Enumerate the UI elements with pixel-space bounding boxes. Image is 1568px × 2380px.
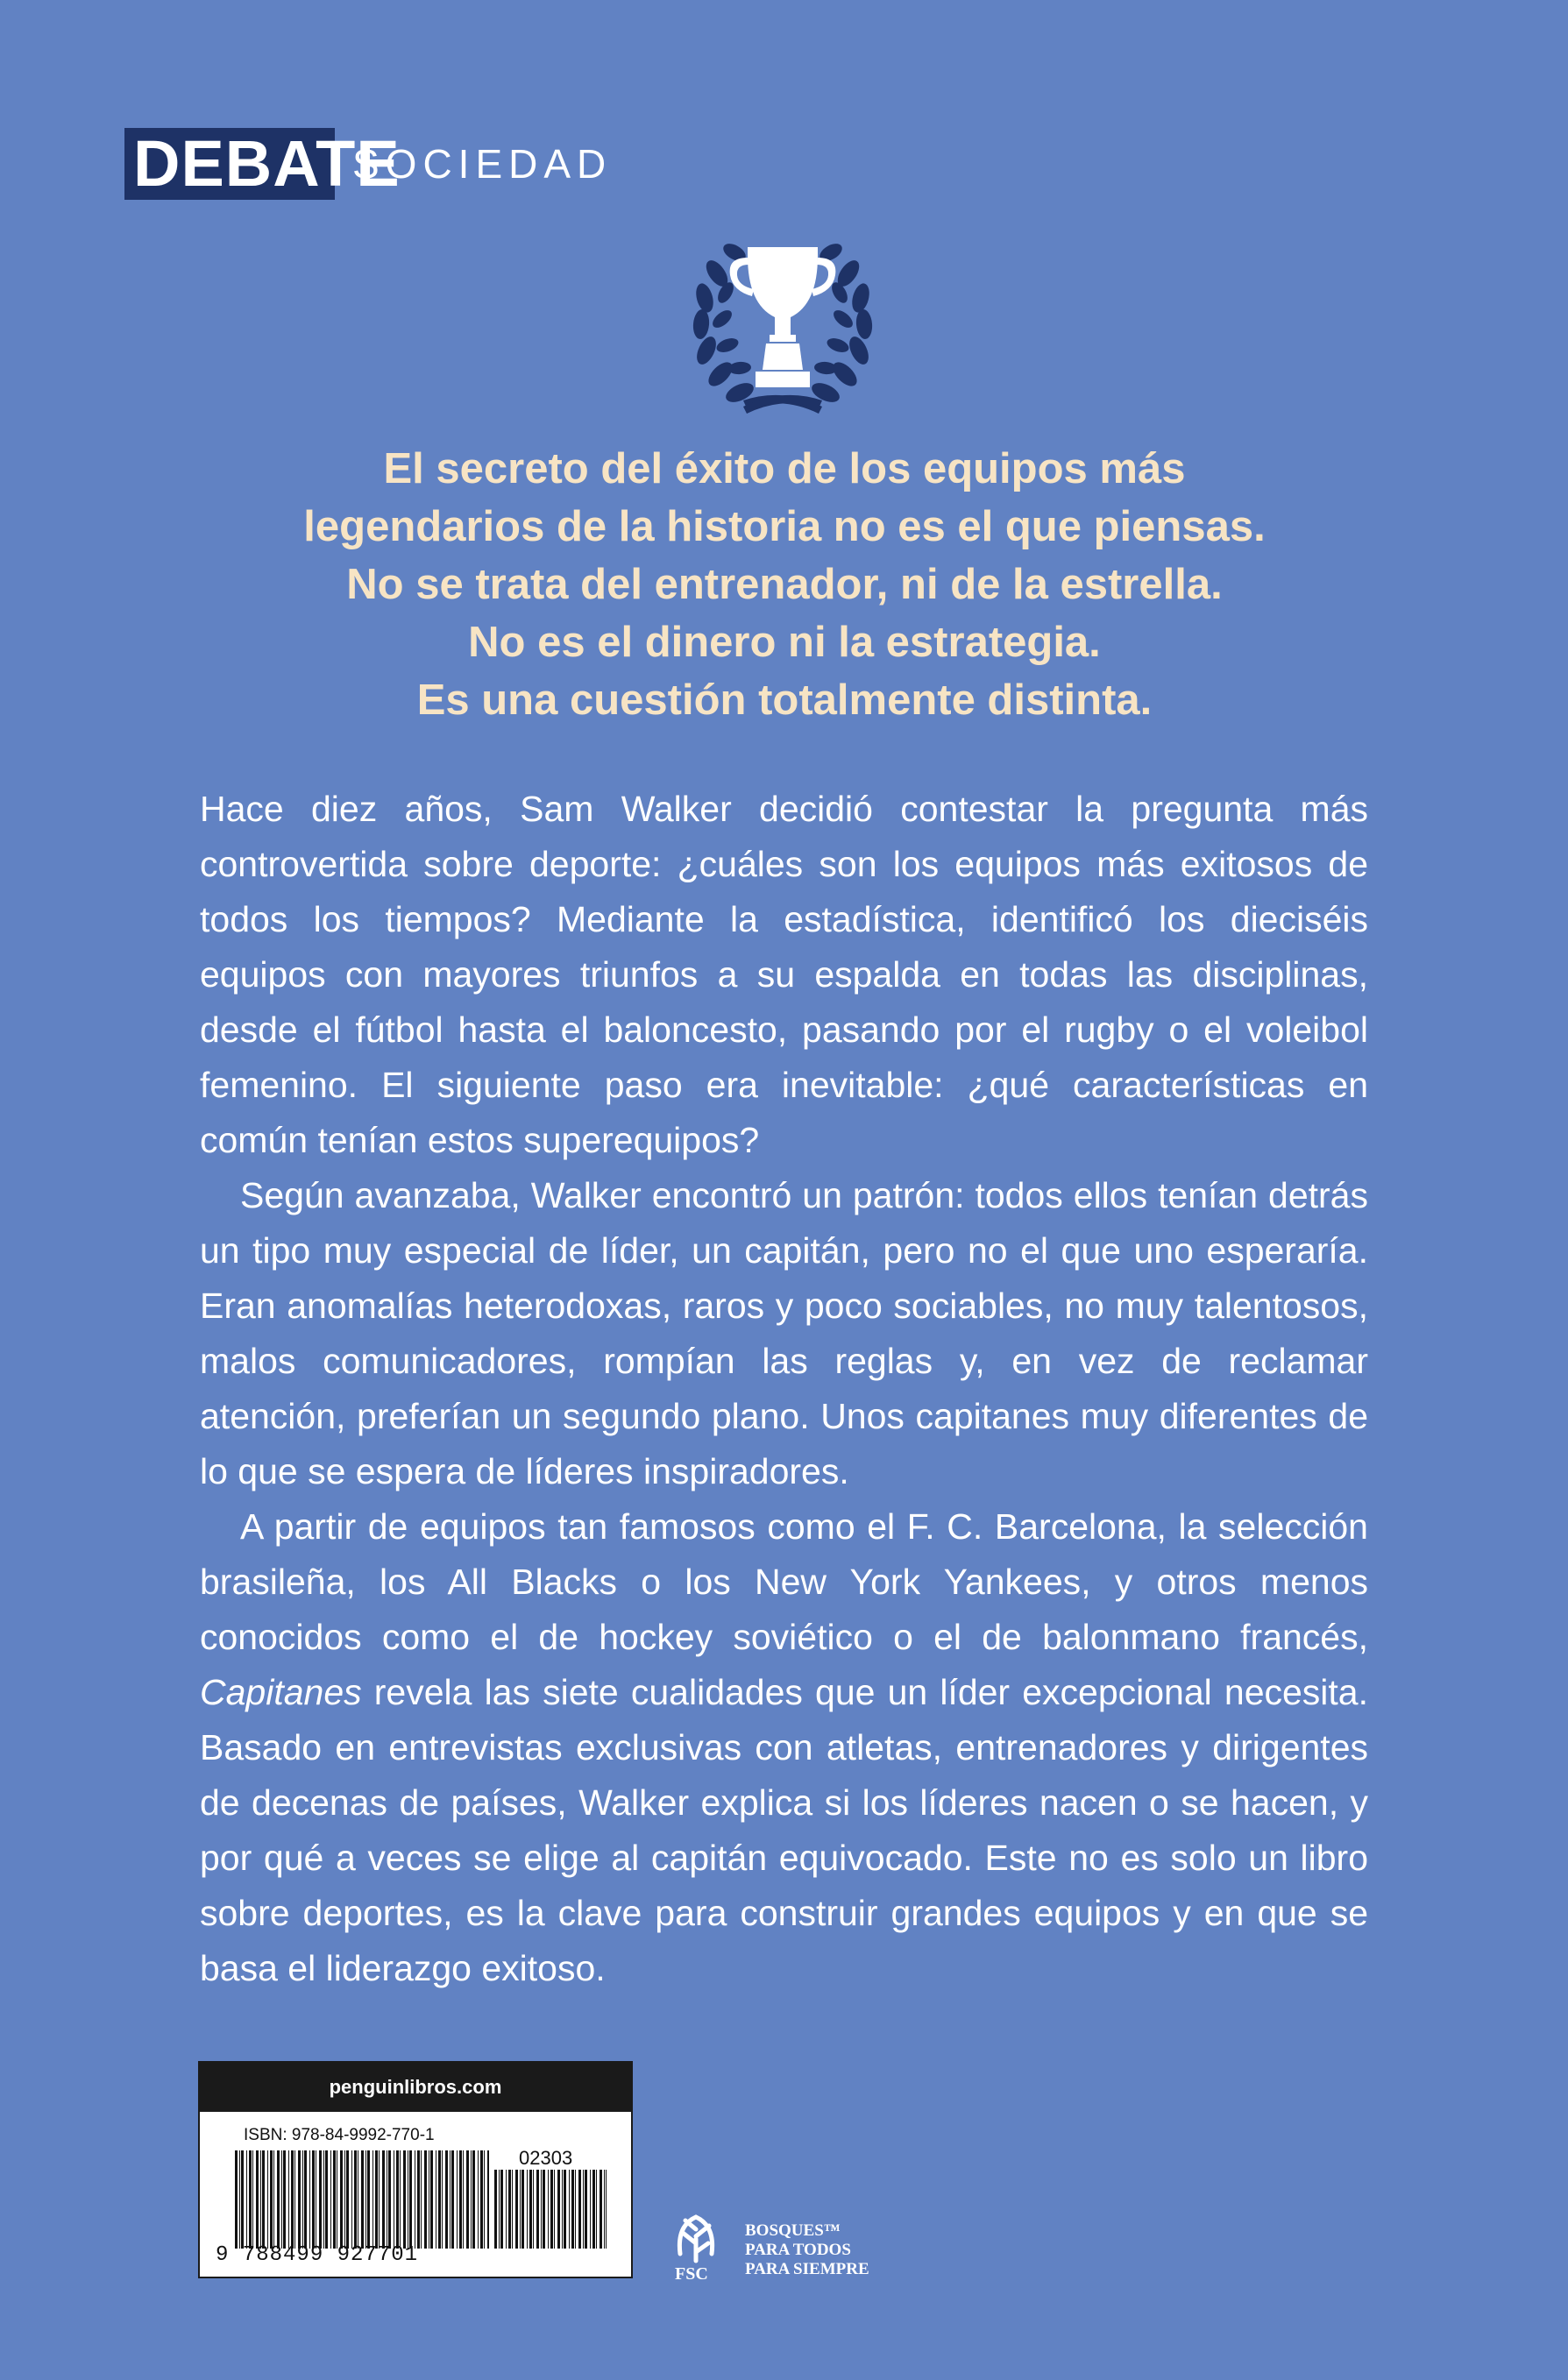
barcode-bar (457, 2150, 458, 2249)
isbn-label: ISBN: 978-84-9992-770-1 (244, 2126, 435, 2144)
barcode-bar (344, 2150, 345, 2249)
barcode-bar (592, 2170, 595, 2249)
barcode-bar (262, 2150, 265, 2249)
barcode-bar (527, 2170, 528, 2249)
barcode-bar (281, 2150, 282, 2249)
barcode-bar (466, 2150, 469, 2249)
barcode-bar (506, 2170, 507, 2249)
fsc-label: FSC (675, 2264, 708, 2284)
barcode-bar (312, 2150, 315, 2249)
barcode-bar (417, 2150, 420, 2249)
barcode-bar (520, 2170, 521, 2249)
tagline-line: El secreto del éxito de los equipos más (383, 445, 1186, 492)
tagline-line: No es el dinero ni la estrategia. (468, 619, 1101, 666)
barcode-bar (606, 2170, 607, 2249)
fsc-slogan-line: PARA SIEMPRE (745, 2260, 869, 2278)
barcode-bar (409, 2150, 412, 2249)
collection-name: SOCIEDAD (352, 141, 613, 187)
barcode-bar (309, 2150, 310, 2249)
barcode-bar (529, 2170, 532, 2249)
barcode-bar (403, 2150, 406, 2249)
barcode-bar (379, 2150, 380, 2249)
barcode-bar (241, 2150, 244, 2249)
barcode-bar (291, 2150, 294, 2249)
fsc-slogan-line: PARA TODOS (745, 2241, 851, 2259)
barcode-bar (604, 2170, 605, 2249)
barcode-bar (323, 2150, 324, 2249)
barcode-bar (325, 2150, 328, 2249)
barcode-bar (396, 2150, 399, 2249)
tagline (123, 440, 1446, 729)
barcode-bar (484, 2150, 485, 2249)
barcode-bar (346, 2150, 349, 2249)
barcode-bar (564, 2170, 566, 2249)
barcode-bar (463, 2150, 464, 2249)
barcode-bar (270, 2150, 273, 2249)
barcode-icon (235, 2150, 489, 2249)
barcode-bar (600, 2170, 602, 2249)
addon-code: 02303 (519, 2147, 573, 2169)
barcode-bar (273, 2150, 274, 2249)
barcode-bar (367, 2150, 370, 2249)
barcode-bar (500, 2170, 503, 2249)
barcode-bar (260, 2150, 261, 2249)
barcode-bar (256, 2150, 259, 2249)
barcode-bar (424, 2150, 427, 2249)
barcode-bar (351, 2150, 352, 2249)
tagline-line: Es una cuestión totalmente distinta. (416, 676, 1153, 724)
barcode-bar (340, 2150, 343, 2249)
barcode-digits: 9 788499 927701 (216, 2243, 419, 2267)
barcode-bar (438, 2150, 441, 2249)
barcode-bar (388, 2150, 391, 2249)
fsc-slogan (745, 2221, 869, 2279)
barcode-bar (571, 2170, 574, 2249)
synopsis-paragraph: Según avanzaba, Walker encontró un patrón: todos ellos tenían detrás un tipo muy especial de líder, un capitán, pero no el que uno esperaría. Eran anomalías heterodoxas, raros y poco sociables, no muy talentosos, malos comunicadores, rompían las reglas y, en vez de reclamar atención, preferían un segundo plano. Unos capitanes muy diferentes de lo que se espera de líderes inspiradores. (200, 1175, 1368, 1491)
barcode-bar (267, 2150, 268, 2249)
barcode-bar (304, 2150, 307, 2249)
barcode-bar (375, 2150, 378, 2249)
barcode-bar (319, 2150, 322, 2249)
barcode-bar (333, 2150, 336, 2249)
synopsis-paragraph: Hace diez años, Sam Walker decidió contestar la pregunta más controvertida sobre deporte: ¿cuáles son los equipos más exitosos de todos los tiempos? Mediante la estadística, identificó los dieciséis equipos con mayores triunfos a su espalda en todas las disciplinas, desde el fútbol hasta el baloncesto, pasando por el rugby o el voleibol femenino. El siguiente paso era inevitable: ¿qué características en común tenían estos superequipos? (200, 789, 1368, 1160)
barcode-bar (575, 2170, 576, 2249)
barcode-bar (515, 2170, 518, 2249)
barcode-bar (508, 2170, 511, 2249)
barcode-bar (554, 2170, 555, 2249)
barcode-bar (471, 2150, 472, 2249)
tagline-line: No se trata del entrenador, ni de la estrella. (346, 561, 1223, 608)
barcode-bar (288, 2150, 289, 2249)
barcode-bar (596, 2170, 597, 2249)
barcode-bar (354, 2150, 357, 2249)
barcode-bar (541, 2170, 542, 2249)
barcode-bar (246, 2150, 247, 2249)
publisher-website: penguinlibros.com (200, 2063, 631, 2112)
synopsis (200, 782, 1368, 1996)
barcode-bar (277, 2150, 280, 2249)
barcode-bar (298, 2150, 301, 2249)
trophy-laurel-icon (682, 221, 883, 422)
barcode-bar (536, 2170, 539, 2249)
barcode-bar (494, 2170, 497, 2249)
barcode-bar (239, 2150, 240, 2249)
barcode-bar (459, 2150, 462, 2249)
barcode-bar (445, 2150, 448, 2249)
barcode-bar (235, 2150, 238, 2249)
barcode-bar (543, 2170, 545, 2249)
barcode-bar (487, 2150, 489, 2249)
barcode-bar (562, 2170, 563, 2249)
barcode-bar (451, 2150, 454, 2249)
barcode-bar (578, 2170, 581, 2249)
addon-barcode-icon (494, 2170, 607, 2249)
barcode-bar (521, 2170, 524, 2249)
barcode-bar (548, 2170, 549, 2249)
barcode-bar (557, 2170, 560, 2249)
barcode-bar (365, 2150, 366, 2249)
synopsis-text: revela las siete cualidades que un líder excepcional necesita. Basado en entrevistas exclusivas con atletas, entrenadores y dirigentes de decenas de países, Walker explica si los líderes nacen o se hacen, y por qué a veces se elige al capitán equivocado. Este no es solo un libro sobre deportes, es la clave para construir grandes equipos y en que se basa el liderazgo exitoso. (200, 1672, 1368, 1988)
barcode-bar (550, 2170, 553, 2249)
barcode-bar (583, 2170, 584, 2249)
barcode-bar (361, 2150, 364, 2249)
barcode-bar (372, 2150, 373, 2249)
barcode-bar (442, 2150, 443, 2249)
barcode-bar (499, 2170, 500, 2249)
barcode-bar (430, 2150, 433, 2249)
barcode-bar (590, 2170, 591, 2249)
barcode-bar (302, 2150, 303, 2249)
barcode-bar (533, 2170, 534, 2249)
synopsis-paragraph (200, 1499, 1368, 1996)
barcode-bar (585, 2170, 587, 2249)
barcode-bar (480, 2150, 483, 2249)
tagline-line: legendarios de la historia no es el que piensas. (303, 503, 1266, 550)
barcode-bar (249, 2150, 252, 2249)
barcode-bar (569, 2170, 570, 2249)
barcode-bar (472, 2150, 475, 2249)
fsc-slogan-line: BOSQUES™ (745, 2221, 841, 2240)
barcode-bar (294, 2150, 295, 2249)
barcode-panel (198, 2061, 633, 2278)
barcode-bar (330, 2150, 331, 2249)
book-title: Capitanes (200, 1672, 362, 1712)
barcode-bar (400, 2150, 401, 2249)
barcode-bar (478, 2150, 479, 2249)
barcode-bar (382, 2150, 385, 2249)
synopsis-text: A partir de equipos tan famosos como el F. C. Barcelona, la selección brasileña, los All Blacks o los New York Yankees, y otros menos conocidos como el de hockey soviético o el de balonmano francés, (200, 1506, 1368, 1657)
publisher-brand (124, 128, 612, 200)
publisher-logo: DEBATE (124, 128, 335, 200)
barcode-bar (283, 2150, 286, 2249)
barcode-bar (450, 2150, 451, 2249)
barcode-bar (421, 2150, 422, 2249)
barcode-bar (252, 2150, 253, 2249)
barcode-bar (512, 2170, 513, 2249)
